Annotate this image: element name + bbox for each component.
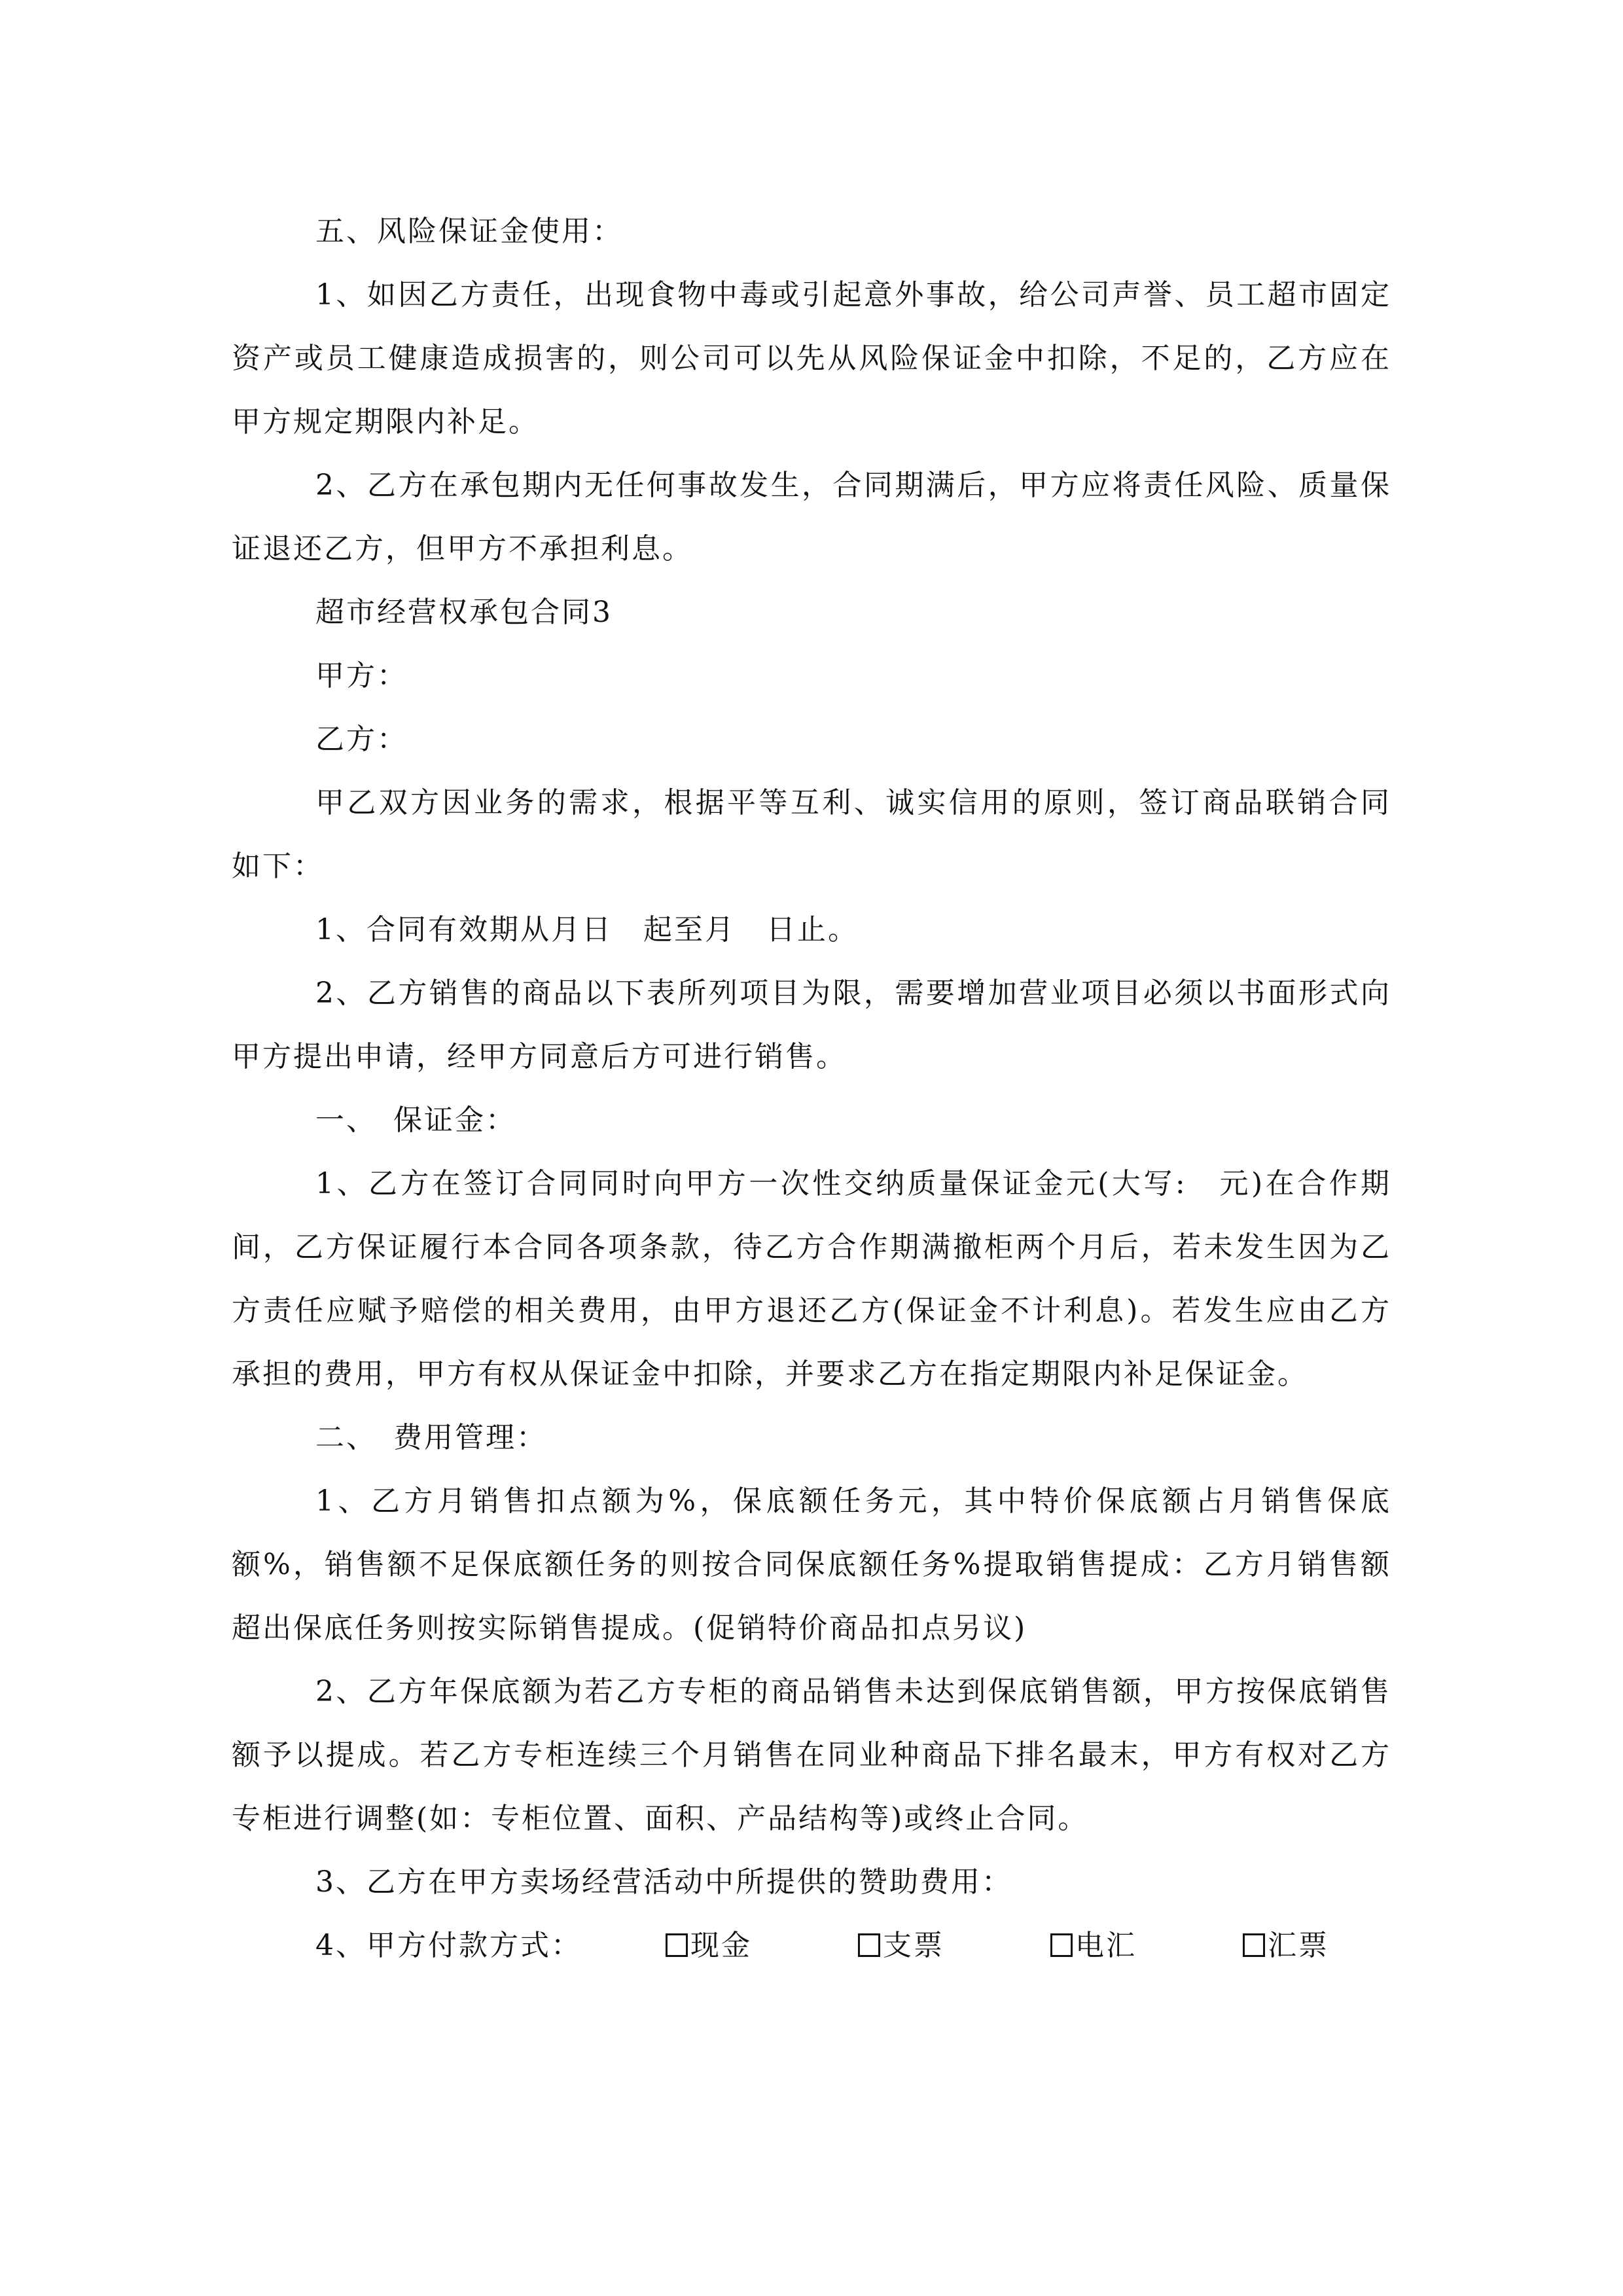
payment-option-wire[interactable] (967, 1914, 1137, 1977)
paragraph: 3、乙方在甲方卖场经营活动中所提供的赞助费用： (315, 1865, 1012, 1899)
section-heading-risk-deposit: 五、风险保证金使用： (315, 215, 623, 248)
paragraph: 1、如因乙方责任，出现食物中毒或引起意外事故，给公司声誉、员工超市固定资产或员工健康造成损害的，则公司可以先从风险保证金中扣除，不足的，乙方应在甲方规定期限内补足。 (232, 278, 1391, 439)
section-heading-fee-management: 二、 费用管理： (315, 1421, 547, 1454)
payment-option-cash[interactable] (582, 1914, 752, 1977)
payment-option-check[interactable] (774, 1914, 944, 1977)
paragraph: 1、乙方在签订合同同时向甲方一次性交纳质量保证金元(大写: 元)在合作期间，乙方保证履行本合同各项条款，待乙方合作期满撤柜两个月后，若未发生因为乙方责任应赋予赔偿的相关费用，由甲方退还乙方(保证金不计利息)。若发生应由乙方承担的费用，甲方有权从保证金中扣除，并要求乙方在指定期限内补足保证金。 (232, 1167, 1391, 1391)
contract-title: 超市经营权承包合同3 (315, 596, 613, 629)
party-b-line: 乙方： (315, 723, 408, 756)
document-body (232, 200, 1391, 1977)
payment-option-draft[interactable] (1159, 1914, 1329, 1977)
payment-method-label: 4、甲方付款方式： (315, 1929, 582, 1962)
paragraph: 1、合同有效期从月日 起至月 日止。 (315, 913, 859, 946)
paragraph: 2、乙方在承包期内无任何事故发生，合同期满后，甲方应将责任风险、质量保证退还乙方，但甲方不承担利息。 (232, 469, 1391, 565)
party-a-line: 甲方： (315, 659, 408, 692)
paragraph: 2、乙方销售的商品以下表所列项目为限，需要增加营业项目必须以书面形式向甲方提出申请，经甲方同意后方可进行销售。 (232, 977, 1391, 1073)
paragraph: 甲乙双方因业务的需求，根据平等互利、诚实信用的原则，签订商品联销合同如下： (232, 786, 1391, 883)
payment-option-label: 汇票 (1268, 1929, 1329, 1962)
checkbox-icon (858, 1933, 880, 1957)
checkbox-icon (666, 1933, 688, 1957)
checkbox-icon (1243, 1933, 1265, 1957)
payment-option-label: 电汇 (1075, 1929, 1137, 1962)
paragraph: 1、乙方月销售扣点额为%，保底额任务元，其中特价保底额占月销售保底额%，销售额不足保底额任务的则按合同保底额任务%提取销售提成：乙方月销售额超出保底任务则按实际销售提成。(促销特价商品扣点另议) (232, 1484, 1391, 1645)
section-heading-deposit: 一、 保证金： (315, 1103, 516, 1137)
paragraph: 2、乙方年保底额为若乙方专柜的商品销售未达到保底销售额，甲方按保底销售额予以提成。若乙方专柜连续三个月销售在同业种商品下排名最末，甲方有权对乙方专柜进行调整(如：专柜位置、面积、产品结构等)或终止合同。 (232, 1675, 1391, 1835)
payment-option-label: 现金 (690, 1929, 752, 1962)
payment-method-line (232, 1914, 1391, 1977)
checkbox-icon (1050, 1933, 1073, 1957)
payment-option-label: 支票 (883, 1929, 944, 1962)
